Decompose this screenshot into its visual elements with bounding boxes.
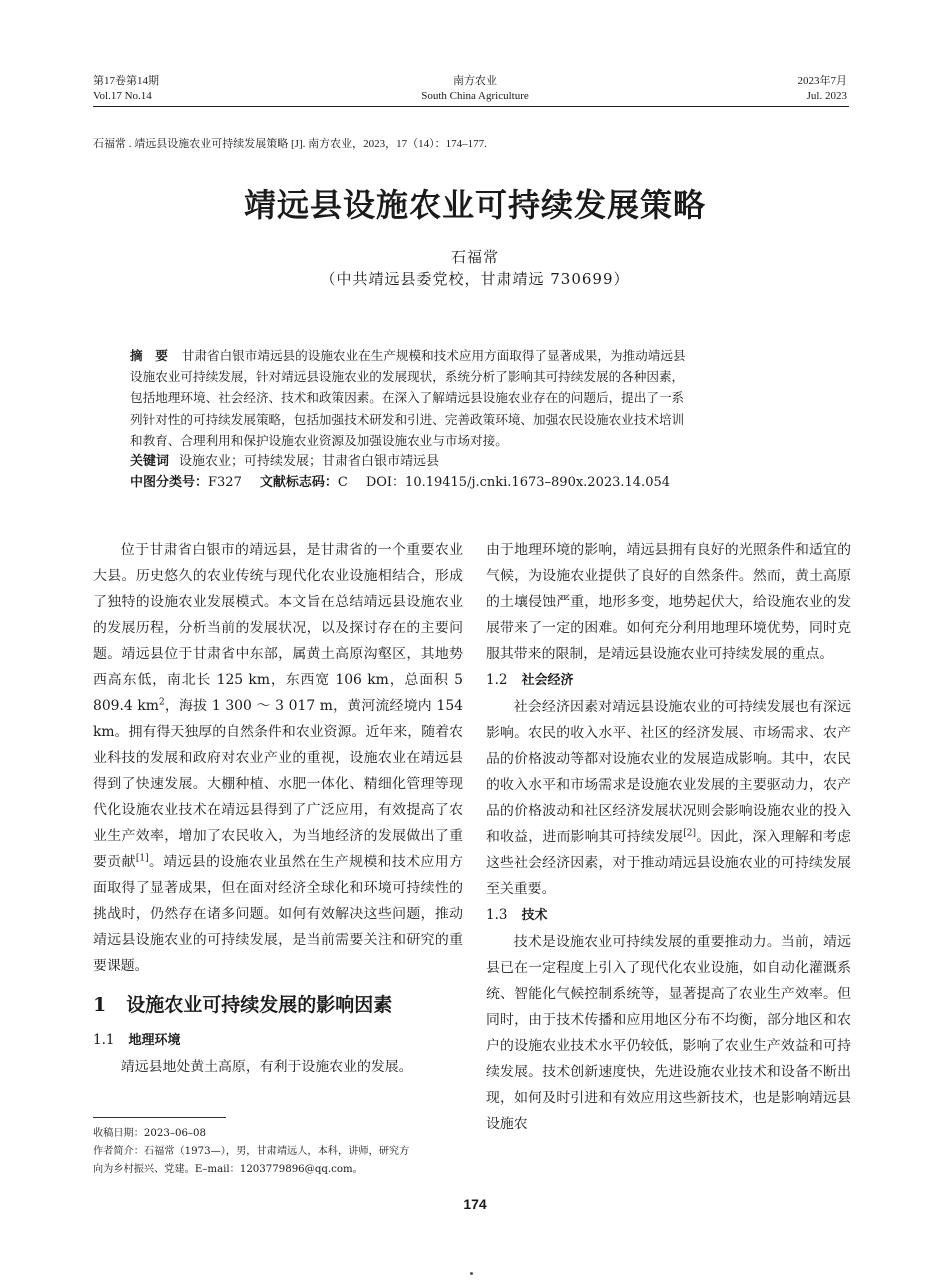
left-column bbox=[93, 537, 463, 1080]
journal-name-cn: 南方农业 bbox=[453, 75, 497, 87]
subsection-1-2-title: 社会经济 bbox=[521, 673, 574, 688]
subsection-1-2-paragraph bbox=[486, 694, 851, 902]
intro-text-c: 。靖远县的设施农业虽然在生产规模和技术应用方面取得了显著成果，但在面对经济全球化和环境可持续性的挑战时，仍然存在诸多问题。如何有效解决这些问题，推动靖远县设施农业的可持续发展，是当前需要关注和研究的重要课题。 bbox=[93, 854, 463, 974]
abstract-line: 设施农业可持续发展，针对靖远县设施农业的发展现状，系统分析了影响其可持续发展的各种因素， bbox=[130, 369, 685, 385]
doi: DOI：10.19415/j.cnki.1673–890x.2023.14.054 bbox=[365, 475, 671, 491]
section-1-number: 1 bbox=[93, 994, 107, 1016]
abstract-line: 列针对性的可持续发展策略，包括加强技术研发和引进、完善政策环境、加强农民设施农业技术培训 bbox=[130, 411, 685, 427]
subsection-1-1-heading bbox=[93, 1027, 463, 1054]
abstract-block bbox=[130, 345, 820, 493]
date-cn: 2023年7月 bbox=[797, 75, 847, 87]
author-bio-line-1: 作者简介：石福常（1973—），男，甘肃靖远人，本科，讲师，研究方 bbox=[93, 1146, 410, 1157]
page-number: 174 bbox=[463, 1196, 487, 1212]
intro-text-a: 位于甘肃省白银市的靖远县，是甘肃省的一个重要农业大县。历史悠久的农业传统与现代化农业设施相结合，形成了独特的设施农业发展模式。本文旨在总结靖远县设施农业的发展历程，分析当前的发展状况，以及探讨存在的主要问题。靖远县位于甘肃省中东部，属黄土高原沟壑区，其地势西高东低，南北长 125 km，东西宽 106 km，总面积 5 809.4 km bbox=[93, 542, 463, 714]
author-name: 石福常 bbox=[450, 248, 499, 266]
clc-label: 中图分类号： bbox=[130, 475, 209, 491]
superscript-2: 2 bbox=[158, 697, 165, 708]
subsection-1-2-heading bbox=[486, 667, 851, 694]
citation-line: 石福常 . 靖远县设施农业可持续发展策略 [J]. 南方农业，2023，17（14）：174–177. bbox=[93, 138, 487, 150]
abstract-text: 甘肃省白银市靖远县的设施农业在生产规模和技术应用方面取得了显著成果，为推动靖远县 bbox=[181, 348, 686, 363]
issue-en: Vol.17 No.14 bbox=[93, 90, 152, 102]
reference-2: [2] bbox=[683, 828, 696, 839]
keywords-text: 设施农业；可持续发展；甘肃省白银市靖远县 bbox=[179, 454, 440, 470]
footnote-block bbox=[93, 1125, 465, 1179]
classification-line bbox=[130, 472, 820, 493]
reference-1: [1] bbox=[135, 853, 149, 864]
abstract-label: 摘 要 bbox=[130, 348, 168, 363]
subsection-1-3-title: 技术 bbox=[521, 908, 548, 923]
abstract-line: 和教育、合理利用和保护设施农业资源及加强设施农业与市场对接。 bbox=[130, 432, 508, 448]
subsection-1-3-heading bbox=[486, 902, 851, 929]
subsection-1-2-text-b: 。因此，深入理解和考虑这些社会经济因素，对于推动靖远县设施农业的可持续发展至关重要。 bbox=[486, 829, 851, 897]
subsection-1-1-number: 1.1 bbox=[93, 1032, 115, 1048]
intro-text-b: ，海拔 1 300 ～ 3 017 m，黄河流经境内 154 km。拥有得天独厚的自然条件和农业资源。近年来，随着农业科技的发展和政府对农业产业的重视，设施农业在靖远县得到了快速发展。大棚种植、水肥一体化、精细化管理等现代化设施农业技术在靖远县得到了广泛应用，有效提高了农业生产效率，增加了农民收入，为当地经济的发展做出了重要贡献 bbox=[93, 698, 463, 870]
subsection-1-3-number: 1.3 bbox=[486, 907, 508, 923]
journal-name-en: South China Agriculture bbox=[421, 90, 529, 102]
right-column bbox=[486, 537, 851, 1137]
subsection-1-2-number: 1.2 bbox=[486, 672, 508, 688]
author-bio-line-2: 向为乡村振兴、党建。E–mail：1203779896@qq.com。 bbox=[93, 1164, 363, 1175]
date-en: Jul. 2023 bbox=[806, 90, 847, 102]
doc-code-label: 文献标志码： bbox=[259, 475, 338, 491]
abstract-line bbox=[130, 345, 820, 366]
footnote-rule bbox=[93, 1117, 226, 1118]
keywords-line bbox=[130, 451, 820, 472]
subsection-1-1-text-start: 靖远县地处黄土高原，有利于设施农业的发展。 bbox=[120, 1059, 413, 1075]
issue-cn: 第17卷第14期 bbox=[93, 75, 159, 87]
subsection-1-3-text: 技术是设施农业可持续发展的重要推动力。当前，靖远县已在一定程度上引入了现代化农业设施，如自动化灌溉系统、智能化气候控制系统等，显著提高了农业生产效率。但同时，由于技术传播和应用地区分布不均衡，部分地区和农户的设施农业技术水平仍较低，影响了农业生产效益和可持续发展。技术创新速度快，先进设施农业技术和设备不断出现，如何及时引进和有效应用这些新技术，也是影响靖远县设施农 bbox=[486, 934, 851, 1132]
subsection-1-1-text-cont: 由于地理环境的影响，靖远县拥有良好的光照条件和适宜的气候，为设施农业提供了良好的自然条件。然而，黄土高原的土壤侵蚀严重，地形多变，地势起伏大，给设施农业的发展带来了一定的困难。如何充分利用地理环境优势，同时克服其带来的限制，是靖远县设施农业可持续发展的重点。 bbox=[486, 542, 851, 662]
article-title: 靖远县设施农业可持续发展策略 bbox=[243, 186, 706, 224]
section-1-heading bbox=[93, 989, 463, 1021]
received-date: 收稿日期：2023–06–08 bbox=[93, 1128, 206, 1139]
doc-code-value: C bbox=[337, 475, 348, 491]
scan-mark bbox=[470, 1272, 473, 1275]
header-rule bbox=[93, 106, 849, 107]
intro-paragraph bbox=[93, 537, 463, 979]
author-affiliation: （中共靖远县委党校，甘肃靖远 730699） bbox=[320, 270, 630, 288]
clc-value: F327 bbox=[208, 475, 242, 491]
subsection-1-2-text-a: 社会经济因素对靖远县设施农业的可持续发展也有深远影响。农民的收入水平、社区的经济发展、市场需求、农产品的价格波动等都对设施农业的发展造成影响。其中，农民的收入水平和市场需求是设施农业发展的主要驱动力，农产品的价格波动和社区经济发展状况则会影响设施农业的投入和收益，进而影响其可持续发展 bbox=[486, 699, 851, 845]
section-1-title: 设施农业可持续发展的影响因素 bbox=[126, 994, 393, 1016]
abstract-line: 包括地理环境、社会经济、技术和政策因素。在深入了解靖远县设施农业存在的问题后，提出了一系 bbox=[130, 390, 685, 406]
subsection-1-1-title: 地理环境 bbox=[128, 1033, 181, 1048]
keywords-label: 关键词 bbox=[130, 454, 170, 470]
running-header-right bbox=[798, 74, 848, 104]
